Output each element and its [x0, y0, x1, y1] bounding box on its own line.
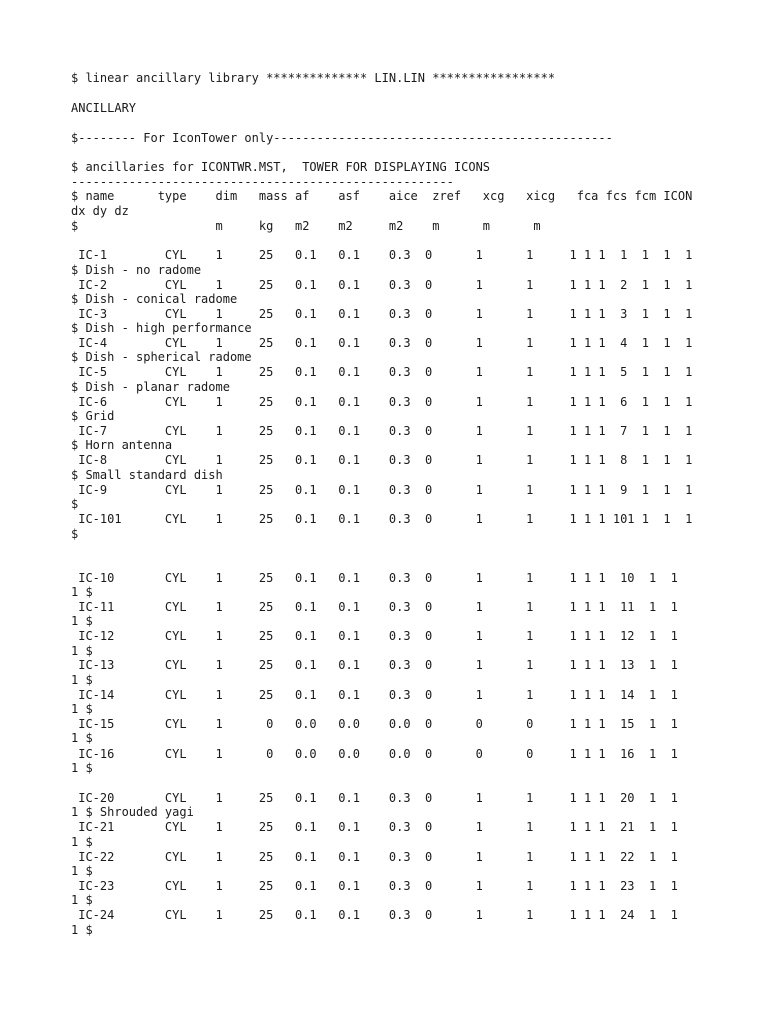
row-continuation: 1 $	[71, 644, 93, 658]
table-row: IC-12 CYL 1 25 0.1 0.1 0.3 0 1 1 1 1 1 12 1 1	[71, 629, 678, 643]
row-continuation: 1 $	[71, 702, 93, 716]
comment-line: $ Horn antenna	[71, 438, 173, 452]
row-continuation: 1 $	[71, 614, 93, 628]
table-row: IC-5 CYL 1 25 0.1 0.1 0.3 0 1 1 1 1 1 5 1 1 1	[71, 365, 693, 379]
comment-line: $ Dish - high performance	[71, 321, 252, 335]
table-row: IC-2 CYL 1 25 0.1 0.1 0.3 0 1 1 1 1 1 2 1 1 1	[71, 278, 693, 292]
comment-line: $ Dish - planar radome	[71, 380, 230, 394]
row-continuation: 1 $	[71, 864, 93, 878]
column-header-wrap: dx dy dz	[71, 204, 129, 218]
table-row: IC-13 CYL 1 25 0.1 0.1 0.3 0 1 1 1 1 1 13 1 1	[71, 658, 678, 672]
table-row: IC-101 CYL 1 25 0.1 0.1 0.3 0 1 1 1 1 1 101 1 1 1	[71, 512, 693, 526]
comment-line: $ Dish - no radome	[71, 263, 202, 277]
section-keyword: ANCILLARY	[71, 101, 137, 115]
comment-line: $ Dish - spherical radome	[71, 350, 252, 364]
row-continuation: 1 $	[71, 835, 93, 849]
comment-line: $ Grid	[71, 409, 115, 423]
row-continuation: 1 $	[71, 673, 93, 687]
table-row: IC-20 CYL 1 25 0.1 0.1 0.3 0 1 1 1 1 1 20 1 1	[71, 791, 678, 805]
row-continuation: 1 $	[71, 893, 93, 907]
table-row: IC-1 CYL 1 25 0.1 0.1 0.3 0 1 1 1 1 1 1 1 1 1	[71, 248, 693, 262]
table-row: IC-4 CYL 1 25 0.1 0.1 0.3 0 1 1 1 1 1 4 1 1 1	[71, 336, 693, 350]
row-continuation: 1 $	[71, 585, 93, 599]
table-row: IC-3 CYL 1 25 0.1 0.1 0.3 0 1 1 1 1 1 3 1 1 1	[71, 307, 693, 321]
table-row: IC-9 CYL 1 25 0.1 0.1 0.3 0 1 1 1 1 1 9 1 1 1	[71, 483, 693, 497]
divider-line: -----------------------------------------------------	[71, 175, 454, 189]
column-header: $ name type dim mass af asf aice zref xcg xicg fca fcs fcm ICON	[71, 189, 693, 203]
table-row: IC-16 CYL 1 0 0.0 0.0 0.0 0 0 0 1 1 1 16 1 1	[71, 747, 678, 761]
table-row: IC-6 CYL 1 25 0.1 0.1 0.3 0 1 1 1 1 1 6 1 1 1	[71, 395, 693, 409]
comment-line: $	[71, 497, 79, 511]
table-row: IC-8 CYL 1 25 0.1 0.1 0.3 0 1 1 1 1 1 8 1 1 1	[71, 453, 693, 467]
table-row: IC-7 CYL 1 25 0.1 0.1 0.3 0 1 1 1 1 1 7 1 1 1	[71, 424, 693, 438]
comment-line: $ Small standard dish	[71, 468, 223, 482]
table-row: IC-10 CYL 1 25 0.1 0.1 0.3 0 1 1 1 1 1 10 1 1	[71, 571, 678, 585]
row-continuation: 1 $	[71, 923, 93, 937]
table-row: IC-11 CYL 1 25 0.1 0.1 0.3 0 1 1 1 1 1 11 1 1	[71, 600, 678, 614]
comment-line: $	[71, 527, 79, 541]
comment-line: $ Dish - conical radome	[71, 292, 238, 306]
row-continuation: 1 $	[71, 731, 93, 745]
table-row: IC-14 CYL 1 25 0.1 0.1 0.3 0 1 1 1 1 1 14 1 1	[71, 688, 678, 702]
row-continuation: 1 $	[71, 761, 93, 775]
table-row: IC-15 CYL 1 0 0.0 0.0 0.0 0 0 0 1 1 1 15 1 1	[71, 717, 678, 731]
units-header: $ m kg m2 m2 m2 m m m	[71, 219, 541, 233]
comment-line: $-------- For IconTower only-----------------------------------------------	[71, 131, 613, 145]
table-row: IC-23 CYL 1 25 0.1 0.1 0.3 0 1 1 1 1 1 23 1 1	[71, 879, 678, 893]
table-row: IC-22 CYL 1 25 0.1 0.1 0.3 0 1 1 1 1 1 22 1 1	[71, 850, 678, 864]
table-row: IC-24 CYL 1 25 0.1 0.1 0.3 0 1 1 1 1 1 24 1 1	[71, 908, 678, 922]
table-row: IC-21 CYL 1 25 0.1 0.1 0.3 0 1 1 1 1 1 21 1 1	[71, 820, 678, 834]
title-line: $ linear ancillary library ************** LIN.LIN *****************	[71, 71, 556, 85]
row-continuation: 1 $ Shrouded yagi	[71, 805, 194, 819]
comment-line: $ ancillaries for ICONTWR.MST, TOWER FOR DISPLAYING ICONS	[71, 160, 491, 174]
